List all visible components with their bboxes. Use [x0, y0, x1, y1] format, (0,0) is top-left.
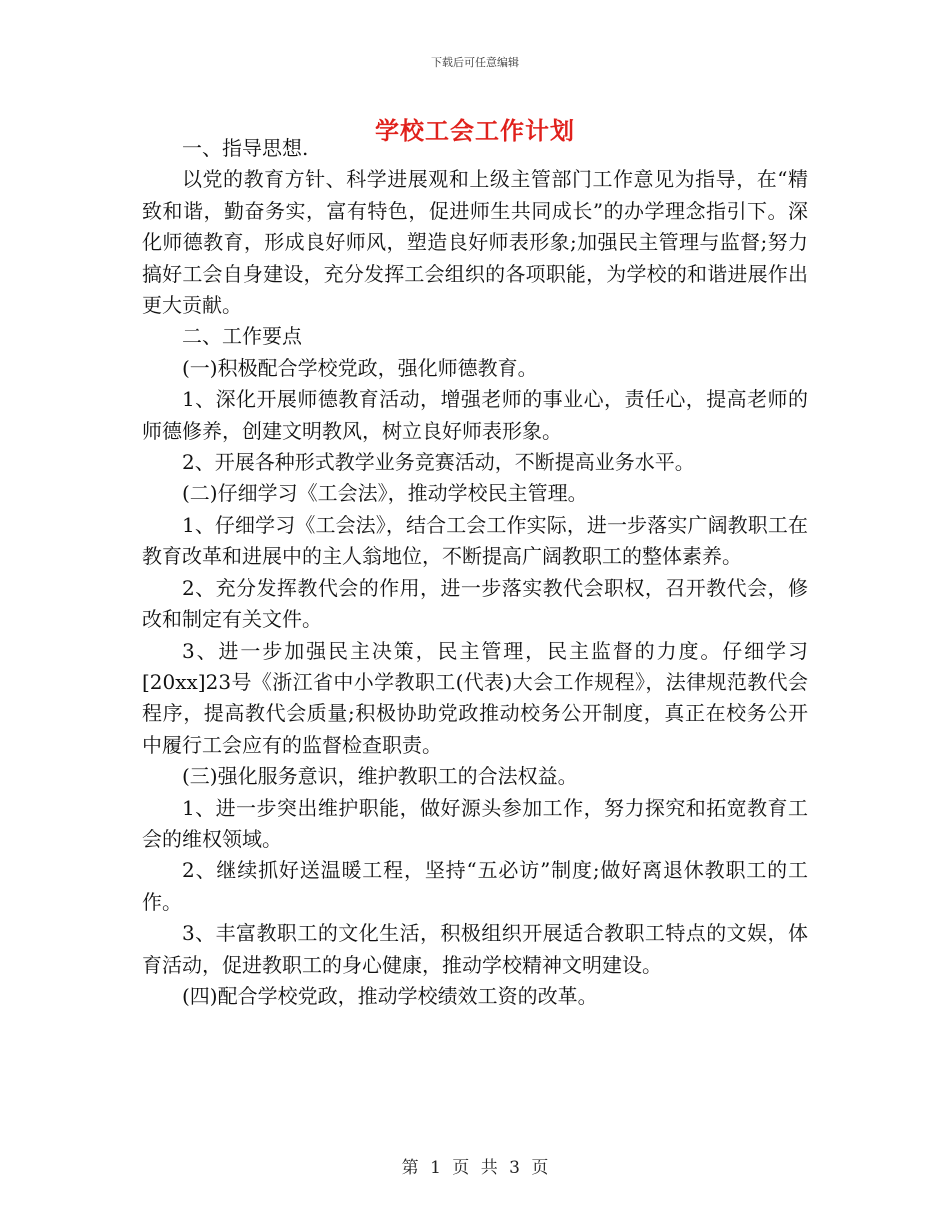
list-item: 3、进一步加强民主决策，民主管理，民主监督的力度。仔细学习[20xx]23号《浙江省中小学教职工(代表)大会工作规程》，法律规范教代会程序，提高教代会质量;积极协助党政推动校务公开制度，真正在校务公开中履行工会应有的监督检查职责。 [142, 638, 808, 757]
list-item: 1、深化开展师德教育活动，增强老师的事业心，责任心，提高老师的师德修养，创建文明教风，树立良好师表形象。 [142, 387, 808, 443]
list-item: 1、仔细学习《工会法》，结合工会工作实际，进一步落实广阔教职工在教育改革和进展中的主人翁地位，不断提高广阔教职工的整体素养。 [142, 512, 808, 569]
list-item: 2、开展各种形式教学业务竞赛活动，不断提高业务水平。 [182, 450, 695, 475]
section-heading-guiding-thought: 一、指导思想. [182, 136, 309, 160]
paragraph-guiding-thought: 以党的教育方针、科学进展观和上级主管部门工作意见为指导，在“精致和谐，勤奋务实，富有特色，促进师生共同成长”的办学理念指引下。深化师德教育，形成良好师风，塑造良好师表形象;加强民主管理与监督;努力搞好工会自身建设，充分发挥工会组织的各项职能，为学校的和谐进展作出更大贡献。 [142, 167, 808, 318]
list-item: 3、丰富教职工的文化生活，积极组织开展适合教职工特点的文娱，体育活动，促进教职工的身心健康，推动学校精神文明建设。 [142, 921, 808, 977]
subsection-heading-2: (二)仔细学习《工会法》，推动学校民主管理。 [182, 481, 588, 506]
list-item: 1、进一步突出维护职能，做好源头参加工作，努力探究和拓宽教育工会的维权领域。 [142, 795, 808, 851]
subsection-heading-1: (一)积极配合学校党政，强化师德教育。 [182, 355, 538, 380]
subsection-heading-3: (三)强化服务意识，维护教职工的合法权益。 [182, 764, 578, 789]
page-header-note: 下载后可任意编辑 [431, 56, 519, 69]
page-number-footer: 第 1 页 共 3 页 [401, 1158, 549, 1178]
list-item: 2、充分发挥教代会的作用，进一步落实教代会职权，召开教代会，修改和制定有关文件。 [142, 575, 808, 632]
list-item: 2、继续抓好送温暖工程，坚持“五必访”制度;做好离退休教职工的工作。 [142, 858, 808, 914]
document-body [142, 133, 808, 1012]
section-heading-work-points: 二、工作要点 [182, 324, 302, 349]
document-title: 学校工会工作计划 [375, 116, 575, 145]
subsection-heading-4: (四)配合学校党政，推动学校绩效工资的改革。 [182, 983, 598, 1008]
